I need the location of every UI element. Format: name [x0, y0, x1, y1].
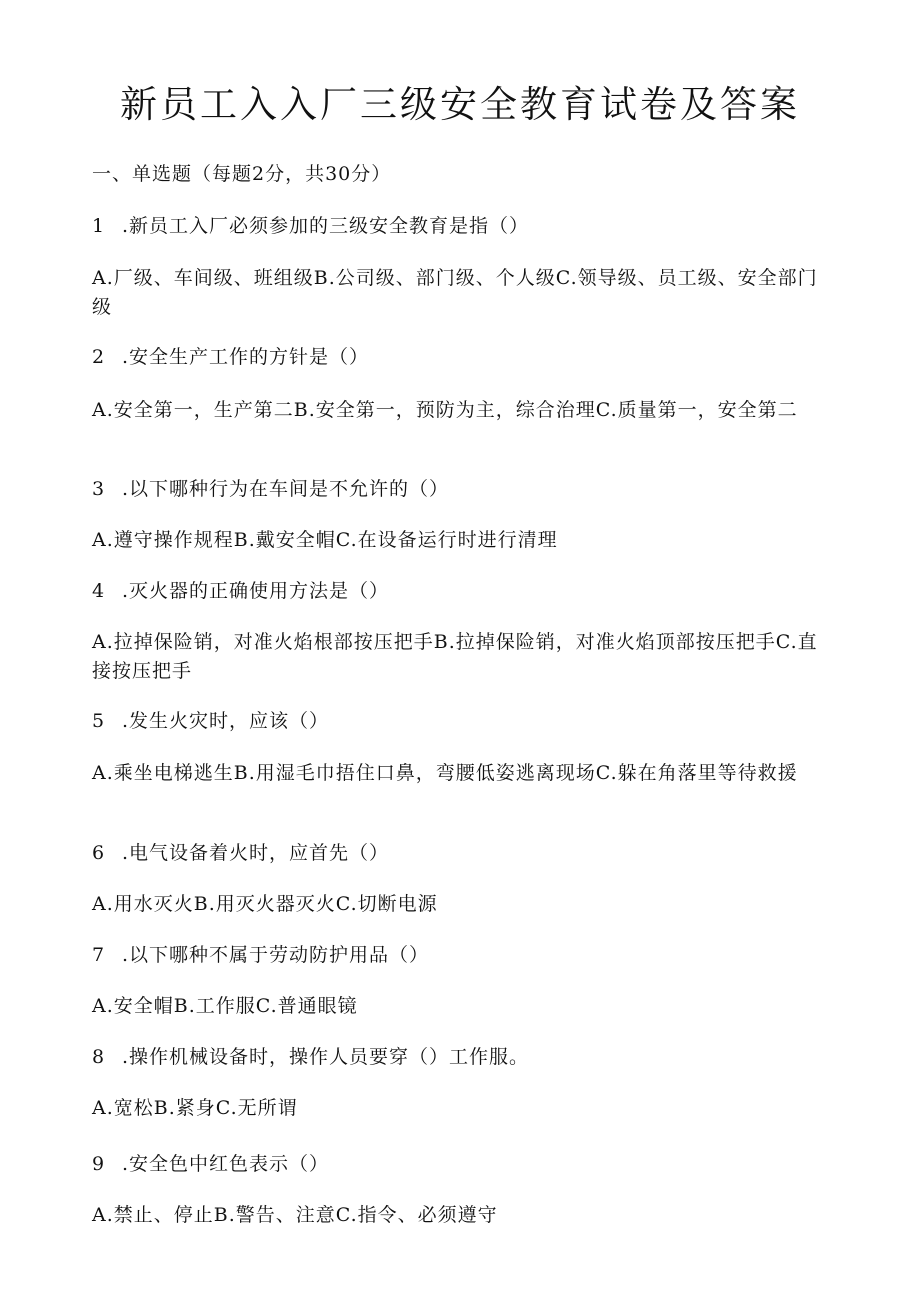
question-4-options: A.拉掉保险销，对准火焰根部按压把手B.拉掉保险销，对准火焰顶部按压把手C.直接按压把手 — [92, 631, 818, 682]
question-number: 9 — [92, 1153, 106, 1175]
question-stem: .安全色中红色表示（） — [122, 1153, 330, 1175]
question-stem: .以下哪种不属于劳动防护用品（） — [122, 944, 430, 966]
question-stem: .灭火器的正确使用方法是（） — [122, 580, 390, 602]
question-stem: .发生火灾时，应该（） — [122, 710, 330, 732]
question-stem: .电气设备着火时，应首先（） — [122, 842, 390, 864]
question-number: 8 — [92, 1046, 106, 1068]
question-2 — [92, 343, 832, 372]
question-7-options: A.安全帽B.工作服C.普通眼镜 — [92, 995, 358, 1017]
question-stem: .安全生产工作的方针是（） — [122, 346, 370, 368]
question-2-options: A.安全第一，生产第二B.安全第一，预防为主，综合治理C.质量第一，安全第二 — [92, 399, 798, 421]
question-6-options: A.用水灭火B.用灭火器灭火C.切断电源 — [92, 893, 438, 915]
question-3 — [92, 475, 832, 504]
question-6 — [92, 839, 832, 868]
question-8-options: A.宽松B.紧身C.无所谓 — [92, 1097, 298, 1119]
question-stem: .以下哪种行为在车间是不允许的（） — [122, 478, 450, 500]
question-stem: .操作机械设备时，操作人员要穿（）工作服。 — [122, 1046, 530, 1068]
question-9-options: A.禁止、停止B.警告、注意C.指令、必须遵守 — [92, 1204, 498, 1226]
section-heading: 一、单选题（每题2分，共30分） — [92, 163, 392, 185]
question-number: 2 — [92, 346, 106, 368]
question-8 — [92, 1043, 832, 1072]
question-number: 6 — [92, 842, 106, 864]
question-5-options: A.乘坐电梯逃生B.用湿毛巾捂住口鼻，弯腰低姿逃离现场C.躲在角落里等待救援 — [92, 762, 798, 784]
question-1 — [92, 212, 832, 241]
question-number: 7 — [92, 944, 106, 966]
question-stem: .新员工入厂必须参加的三级安全教育是指（） — [122, 215, 530, 237]
question-5 — [92, 707, 832, 736]
question-number: 3 — [92, 478, 106, 500]
question-number: 5 — [92, 710, 106, 732]
question-4 — [92, 577, 832, 606]
question-1-options: A.厂级、车间级、班组级B.公司级、部门级、个人级C.领导级、员工级、安全部门级 — [92, 267, 818, 318]
question-number: 4 — [92, 580, 106, 602]
page-title: 新员工入入厂三级安全教育试卷及答案 — [120, 83, 800, 126]
question-7 — [92, 941, 832, 970]
question-number: 1 — [92, 215, 106, 237]
question-3-options: A.遵守操作规程B.戴安全帽C.在设备运行时进行清理 — [92, 529, 558, 551]
question-9 — [92, 1150, 832, 1179]
